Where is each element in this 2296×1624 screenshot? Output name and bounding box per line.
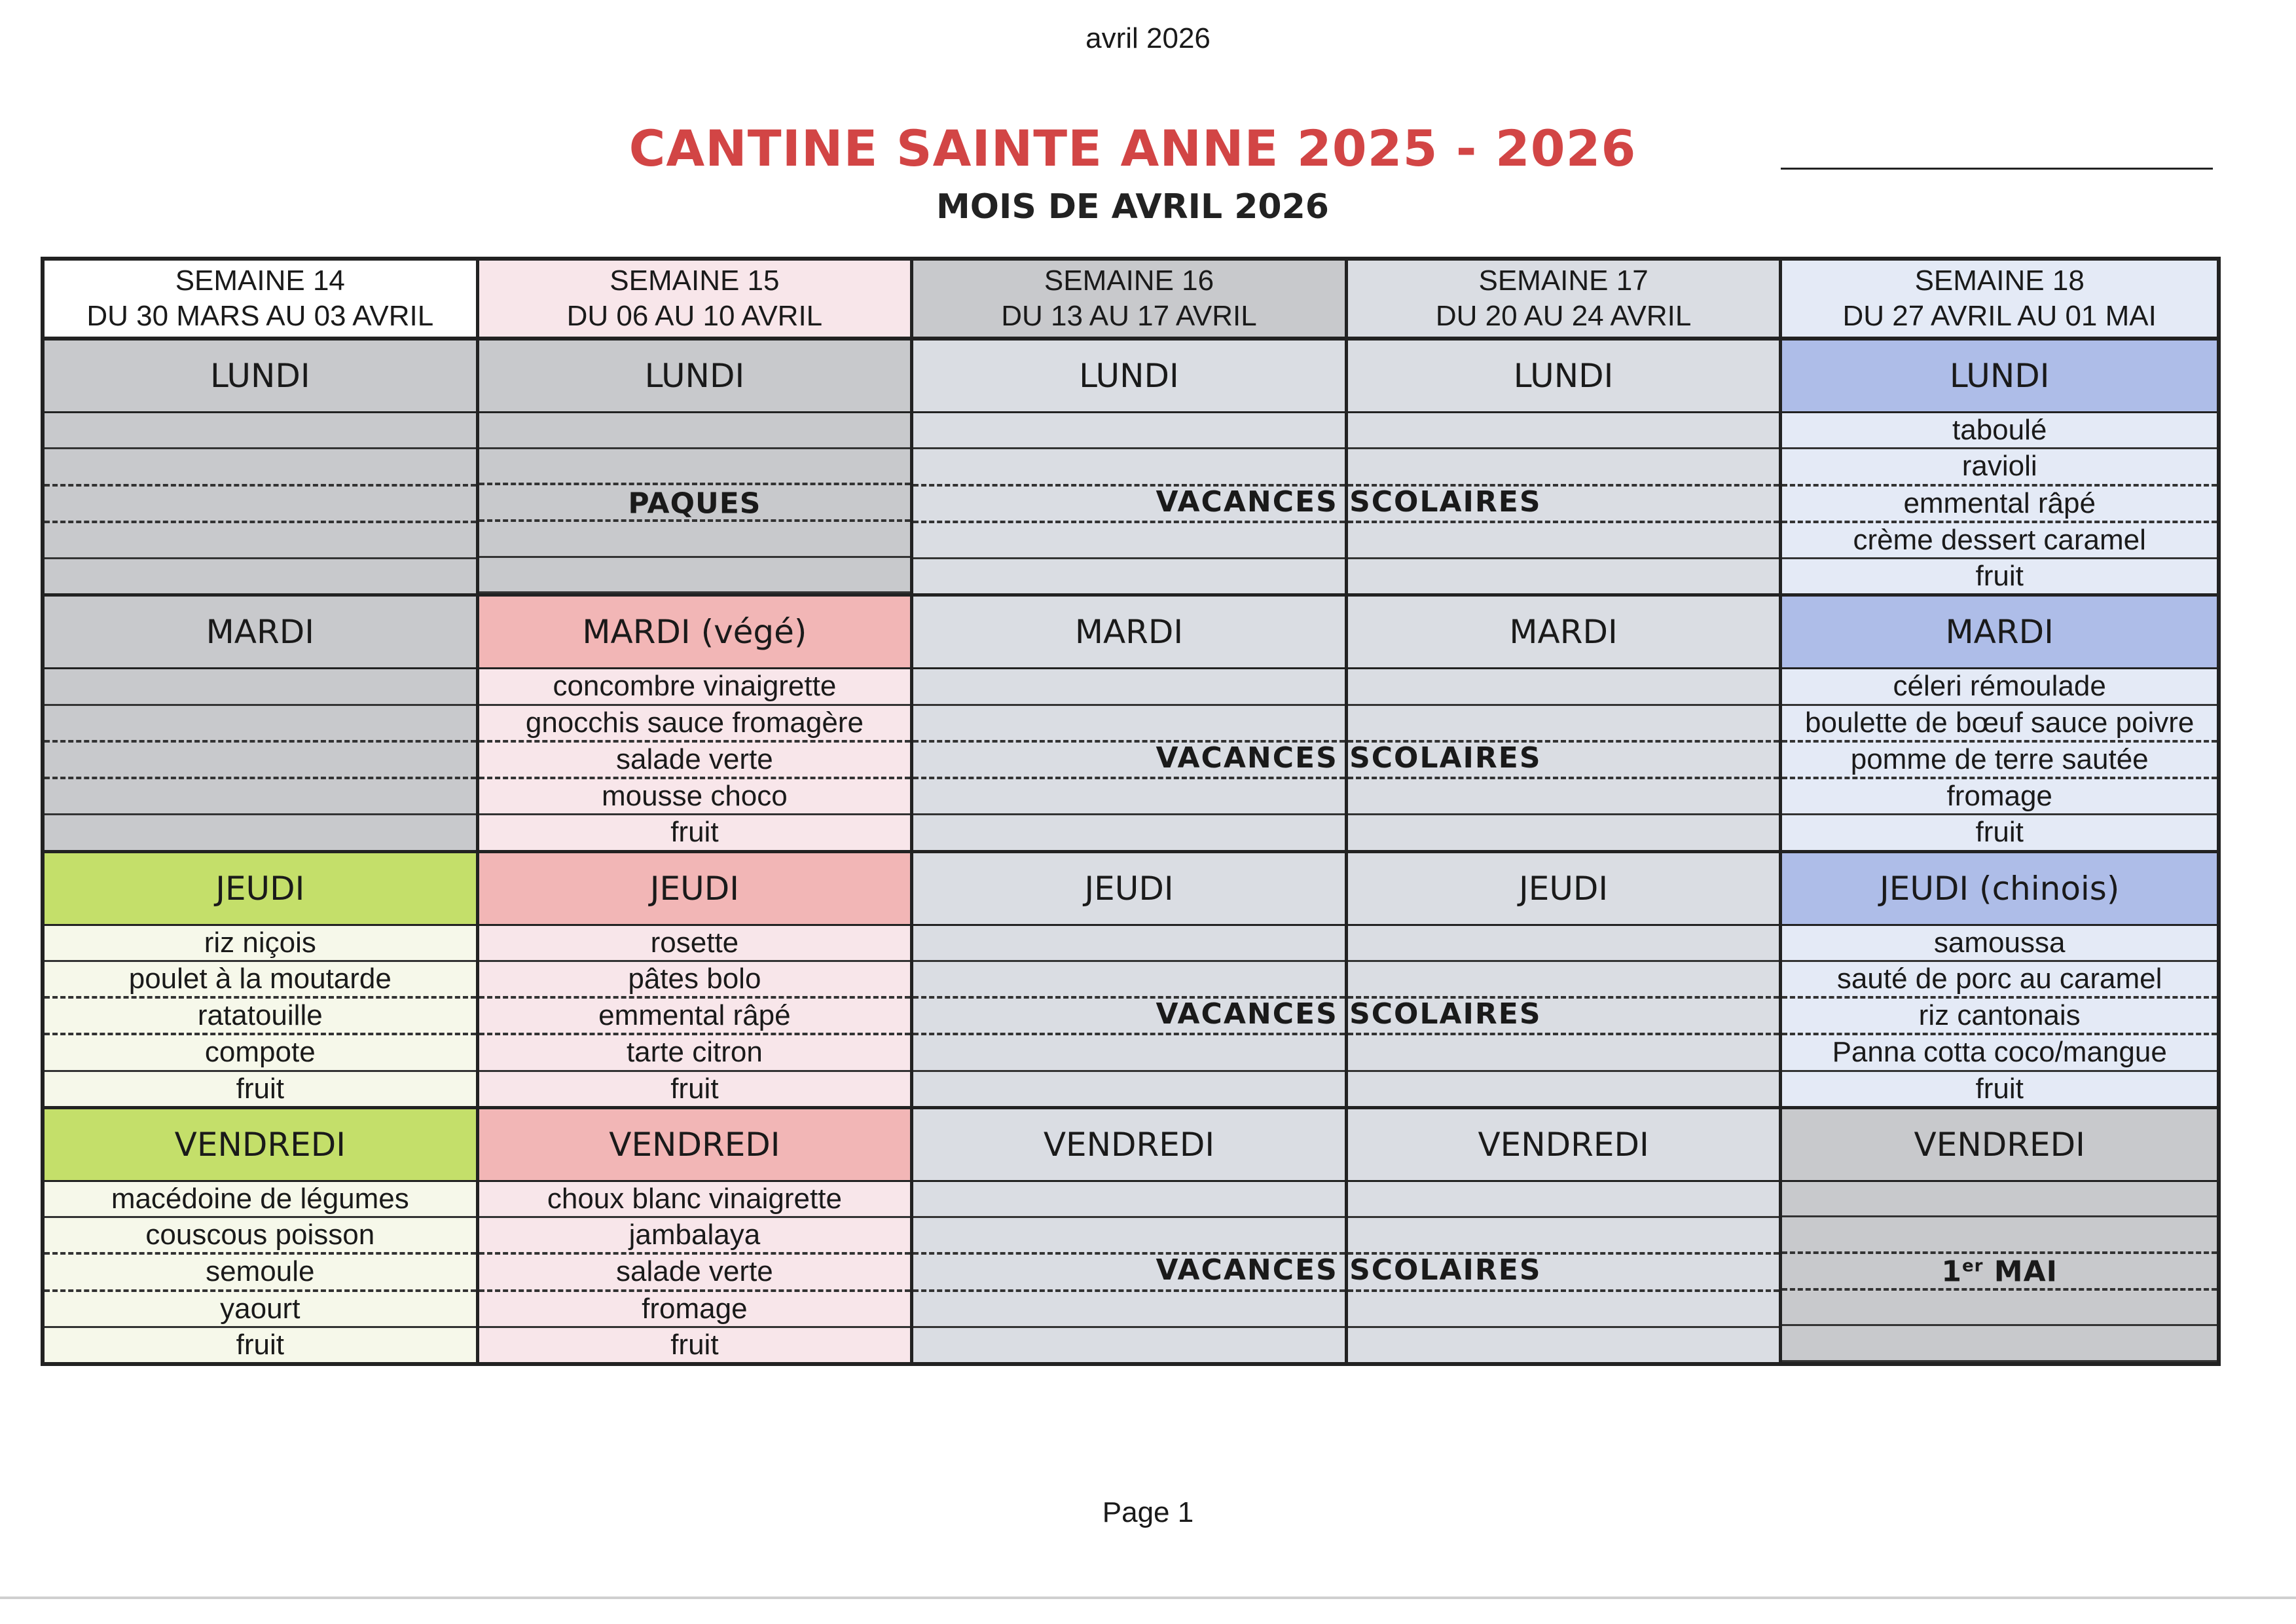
- menu-item: semoule: [45, 1255, 476, 1291]
- menu-item: emmental râpé: [1782, 487, 2217, 523]
- week-title: SEMAINE 14: [175, 265, 345, 297]
- day-block: [1348, 853, 1779, 1109]
- menu-item: boulette de bœuf sauce poivre: [1782, 706, 2217, 743]
- day-header: MARDI: [913, 597, 1345, 669]
- menu-item: concombre vinaigrette: [479, 669, 911, 705]
- empty-row: [913, 706, 1345, 743]
- week-column: [479, 261, 914, 1362]
- day-block: [913, 341, 1345, 597]
- menu-item: salade verte: [479, 1255, 911, 1291]
- day-block: [1782, 341, 2217, 597]
- page-title: CANTINE SAINTE ANNE 2025 - 2026: [629, 119, 1637, 177]
- empty-row: [913, 559, 1345, 593]
- week-column: [1348, 261, 1783, 1362]
- week-column: [45, 261, 479, 1362]
- empty-row: [479, 413, 911, 449]
- day-header: JEUDI: [913, 853, 1345, 926]
- week-header: [1348, 261, 1779, 341]
- empty-row: [1782, 1291, 2217, 1327]
- day-header: VENDREDI: [1348, 1109, 1779, 1182]
- menu-item: sauté de porc au caramel: [1782, 962, 2217, 999]
- empty-row: [1348, 1035, 1779, 1071]
- empty-row: [1348, 1218, 1779, 1255]
- menu-item: fruit: [670, 1072, 719, 1105]
- menu-item: mousse choco: [479, 779, 911, 815]
- day-block: [1348, 341, 1779, 597]
- week-title: SEMAINE 17: [1478, 265, 1649, 297]
- empty-row: [913, 449, 1345, 486]
- day-header: MARDI (végé): [479, 597, 911, 669]
- empty-row: [913, 1292, 1345, 1328]
- day-block: [45, 341, 476, 597]
- day-block: [1348, 1109, 1779, 1362]
- empty-row: [1348, 779, 1779, 815]
- menu-item: ravioli: [1782, 449, 2217, 486]
- empty-row: [1782, 1326, 2217, 1362]
- empty-row: [45, 779, 476, 815]
- day-header: VENDREDI: [1782, 1109, 2217, 1182]
- day-block: [479, 597, 911, 853]
- empty-row: [45, 449, 476, 486]
- holiday-label: VACANCES SCOLAIRES: [1156, 997, 1542, 1031]
- empty-row: [913, 926, 1345, 962]
- day-block: [479, 853, 911, 1109]
- empty-row: [1348, 706, 1779, 743]
- empty-row: [479, 558, 911, 594]
- menu-item: fruit: [670, 1328, 719, 1361]
- menu-item: Panna cotta coco/mangue: [1782, 1035, 2217, 1071]
- menu-item: rosette: [479, 926, 911, 962]
- day-header: JEUDI: [479, 853, 911, 926]
- menu-item: pomme de terre sautée: [1782, 743, 2217, 779]
- day-block: [479, 341, 911, 597]
- empty-row: [45, 815, 476, 849]
- menu-item: couscous poisson: [45, 1218, 476, 1255]
- day-header: MARDI: [1348, 597, 1779, 669]
- menu-item: tarte citron: [479, 1035, 911, 1071]
- empty-row: [1348, 926, 1779, 962]
- menu-item: yaourt: [45, 1292, 476, 1328]
- menu-grid: [41, 257, 2221, 1366]
- day-header: JEUDI: [45, 853, 476, 926]
- empty-row: [913, 669, 1345, 705]
- empty-row: [45, 559, 476, 593]
- menu-item: samoussa: [1782, 926, 2217, 962]
- day-block: [1782, 1109, 2217, 1362]
- menu-item: fruit: [670, 816, 719, 849]
- menu-item: fromage: [479, 1292, 911, 1328]
- day-block: [45, 853, 476, 1109]
- header-date: avril 2026: [1085, 22, 1211, 54]
- empty-row: [1348, 1328, 1779, 1362]
- day-block: [913, 597, 1345, 853]
- empty-row: [1348, 559, 1779, 593]
- empty-row: [913, 1218, 1345, 1255]
- day-block: [1782, 853, 2217, 1109]
- menu-item: taboulé: [1782, 413, 2217, 449]
- day-block: [1348, 597, 1779, 853]
- week-dates: DU 06 AU 10 AVRIL: [566, 300, 823, 332]
- menu-item: fruit: [1975, 1072, 2024, 1105]
- week-dates: DU 27 AVRIL AU 01 MAI: [1842, 300, 2157, 332]
- menu-item: emmental râpé: [479, 999, 911, 1035]
- empty-row: [1348, 449, 1779, 486]
- empty-row: [45, 669, 476, 705]
- empty-row: [913, 962, 1345, 999]
- empty-row: [1348, 962, 1779, 999]
- menu-item: fromage: [1782, 779, 2217, 815]
- week-column: [913, 261, 1348, 1362]
- menu-item: gnocchis sauce fromagère: [479, 706, 911, 743]
- week-dates: DU 13 AU 17 AVRIL: [1001, 300, 1257, 332]
- empty-row: [913, 779, 1345, 815]
- menu-item: ratatouille: [45, 999, 476, 1035]
- day-header: JEUDI: [1348, 853, 1779, 926]
- day-header: VENDREDI: [45, 1109, 476, 1182]
- day-header: LUNDI: [913, 341, 1345, 413]
- closure-label: 1er MAI: [1941, 1255, 2058, 1289]
- menu-item: riz cantonais: [1782, 999, 2217, 1035]
- menu-item: fruit: [1975, 816, 2024, 849]
- menu-item: macédoine de légumes: [45, 1182, 476, 1218]
- menu-item: compote: [45, 1035, 476, 1071]
- empty-row: [45, 743, 476, 779]
- menu-item: pâtes bolo: [479, 962, 911, 999]
- day-header: MARDI: [1782, 597, 2217, 669]
- day-header: VENDREDI: [479, 1109, 911, 1182]
- day-block: [45, 1109, 476, 1362]
- menu-item: fruit: [236, 1072, 284, 1105]
- page-footer: Page 1: [1102, 1496, 1194, 1528]
- day-block: [479, 1109, 911, 1362]
- week-header: [1782, 261, 2217, 341]
- holiday-label: VACANCES SCOLAIRES: [1156, 1253, 1542, 1287]
- day-header: LUNDI: [479, 341, 911, 413]
- day-block: [913, 1109, 1345, 1362]
- day-header: VENDREDI: [913, 1109, 1345, 1182]
- menu-item: crème dessert caramel: [1782, 523, 2217, 559]
- menu-item: choux blanc vinaigrette: [479, 1182, 911, 1218]
- week-header: [45, 261, 476, 341]
- day-header: LUNDI: [1348, 341, 1779, 413]
- week-title: SEMAINE 18: [1914, 265, 2085, 297]
- empty-row: [1348, 669, 1779, 705]
- empty-row: [479, 522, 911, 558]
- closure-label: PAQUES: [628, 487, 761, 521]
- empty-row: [1348, 1292, 1779, 1328]
- empty-row: [1782, 1182, 2217, 1218]
- page-subtitle: MOIS DE AVRIL 2026: [936, 187, 1329, 227]
- week-header: [913, 261, 1345, 341]
- holiday-label: VACANCES SCOLAIRES: [1156, 741, 1542, 775]
- menu-item: poulet à la moutarde: [45, 962, 476, 999]
- week-header: [479, 261, 911, 341]
- empty-row: [1348, 523, 1779, 559]
- week-column: [1782, 261, 2217, 1362]
- day-header: LUNDI: [45, 341, 476, 413]
- menu-item: céleri rémoulade: [1782, 669, 2217, 705]
- day-block: [913, 853, 1345, 1109]
- empty-row: [913, 1035, 1345, 1071]
- empty-row: [1348, 1072, 1779, 1106]
- week-title: SEMAINE 15: [610, 265, 780, 297]
- empty-row: [45, 706, 476, 743]
- empty-row: [45, 487, 476, 523]
- empty-row: [1782, 1217, 2217, 1254]
- holiday-label: VACANCES SCOLAIRES: [1156, 485, 1542, 519]
- title-rule: [1781, 168, 2213, 170]
- empty-row: [913, 523, 1345, 559]
- empty-row: [1348, 413, 1779, 449]
- empty-row: [913, 413, 1345, 449]
- menu-item: fruit: [236, 1328, 284, 1361]
- menu-item: riz niçois: [45, 926, 476, 962]
- menu-item: fruit: [1975, 560, 2024, 593]
- empty-row: [913, 1328, 1345, 1362]
- day-header: MARDI: [45, 597, 476, 669]
- empty-row: [479, 449, 911, 486]
- week-dates: DU 30 MARS AU 03 AVRIL: [86, 300, 434, 332]
- empty-row: [45, 413, 476, 449]
- menu-item: salade verte: [479, 743, 911, 779]
- empty-row: [1348, 815, 1779, 849]
- week-title: SEMAINE 16: [1044, 265, 1214, 297]
- day-header: LUNDI: [1782, 341, 2217, 413]
- bottom-rule: [0, 1596, 2296, 1599]
- menu-item: jambalaya: [479, 1218, 911, 1255]
- week-dates: DU 20 AU 24 AVRIL: [1435, 300, 1692, 332]
- day-block: [45, 597, 476, 853]
- empty-row: [913, 1072, 1345, 1106]
- day-block: [1782, 597, 2217, 853]
- empty-row: [913, 815, 1345, 849]
- empty-row: [45, 523, 476, 559]
- empty-row: [1348, 1182, 1779, 1218]
- day-header: JEUDI (chinois): [1782, 853, 2217, 926]
- empty-row: [913, 1182, 1345, 1218]
